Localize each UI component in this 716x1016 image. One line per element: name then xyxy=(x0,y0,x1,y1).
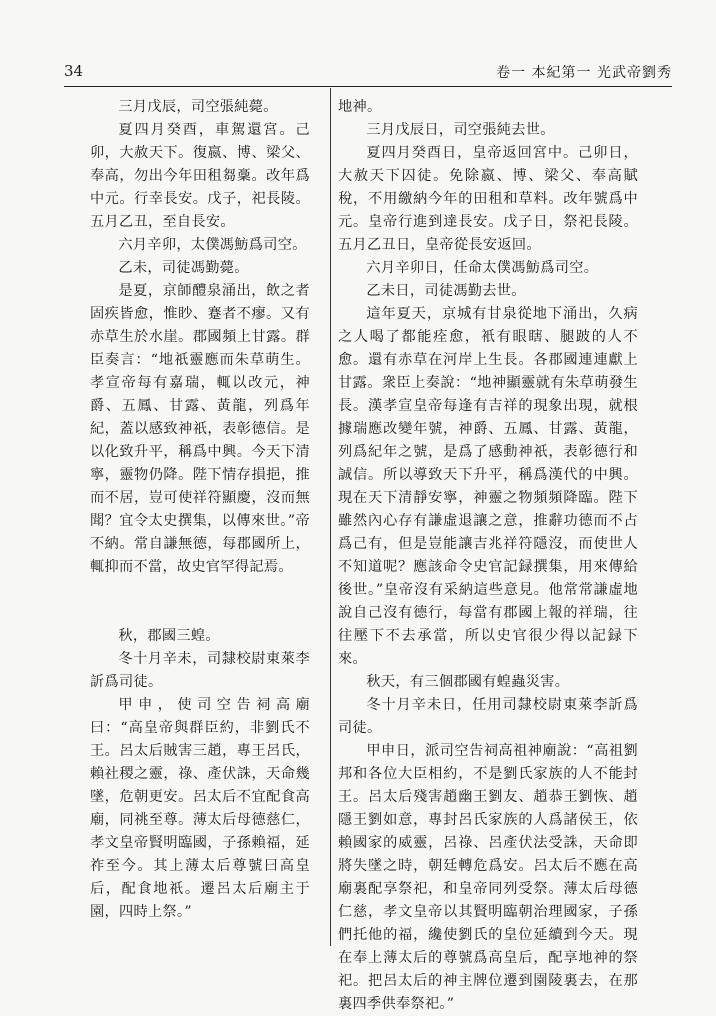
paragraph: 夏四月癸酉日，皇帝返回宮中。己卯日，大赦天下囚徒。免除嬴、博、梁父、奉高賦稅，不用繳納今年的田租和草料。改年號爲中元。皇帝行進到達長安。戊子日，祭祀長陵。五月乙丑日，皇帝從長安返回。 xyxy=(338,145,638,253)
paragraph: 地神。 xyxy=(338,99,382,115)
paragraph: 乙未日，司徒馮勤去世。 xyxy=(366,283,526,299)
paragraph: 六月辛卯，太僕馮魴爲司空。 xyxy=(118,237,307,253)
running-head: 卷一 本紀第一 光武帝劉秀 xyxy=(496,65,672,81)
translation-column xyxy=(338,96,638,1016)
paragraph: 冬十月辛未日，任用司隸校尉東萊李訢爲司徒。 xyxy=(338,697,638,736)
paragraph: 這年夏天，京城有甘泉從地下涌出，久病之人喝了都能痊愈，衹有眼瞎、腿跛的人不愈。還有赤草在河岸上生長。各郡國連連獻上甘露。衆臣上奏說：“地神顯靈就有朱草萌發生長。漢孝宣皇帝每逢有吉祥的現象出現，就根據瑞應改變年號，神爵、五鳳、甘露、黃龍，列爲紀年之號，是爲了感動神祇，表彰德行和誠信。所以導致天下升平，稱爲漢代的中興。現在天下清靜安寧，神靈之物頻頻降臨。陛下雖然內心存有謙虛退讓之意，推辭功德而不占爲己有，但是豈能讓吉兆祥符隱沒，而使世人不知道呢？應該命令史官記録撰集，用來傳給後世。”皇帝沒有采納這些意見。他常常謙虛地說自己沒有德行，每當有郡國上報的祥瑞，往往壓下不去承當，所以史官很少得以記録下來。 xyxy=(338,306,638,667)
paragraph: 秋天，有三個郡國有蝗蟲災害。 xyxy=(366,674,570,690)
paragraph: 甲申日，派司空告祠高祖神廟說：“高祖劉邦和各位大臣相約，不是劉氏家族的人不能封王。呂太后殘害趙幽王劉友、趙恭王劉恢、趙隱王劉如意，專封呂氏家族的人爲諸侯王，依賴國家的威靈，呂祿、呂產伏法受誅，天命即將失墜之時，朝廷轉危爲安。呂太后不應在高廟裏配享祭祀，和皇帝同列受祭。薄太后母德仁慈，孝文皇帝以其賢明臨朝治理國家，子孫們托他的福，纔使劉氏的皇位延續到今天。現在奉上薄太后的尊號爲高皇后，配享地神的祭祀。把呂太后的神主牌位遷到園陵裏去，在那裏四季供奉祭祀。” xyxy=(338,743,638,1012)
paragraph: 秋，郡國三蝗。 xyxy=(118,628,220,644)
paragraph: 六月辛卯日，任命太僕馮魴爲司空。 xyxy=(366,260,599,276)
paragraph: 乙未，司徒馮勤薨。 xyxy=(118,260,249,276)
paragraph: 三月戊辰，司空張純薨。 xyxy=(118,99,278,115)
paragraph: 冬十月辛未，司隸校尉東萊李訢爲司徒。 xyxy=(90,651,310,690)
header-rule xyxy=(64,86,672,87)
paragraph: 是夏，京師醴泉涌出，飲之者固疾皆愈，惟眇、蹇者不瘳。又有赤草生於水崖。郡國頻上甘露。群臣奏言：“地祇靈應而朱草萌生。孝宣帝每有嘉瑞，輒以改元，神爵、五鳳、甘露、黃龍，列爲年紀，蓋以感致神祇，表彰德信。是以化致升平，稱爲中興。今天下清寧，靈物仍降。陛下情存損挹，推而不居，豈可使祥符顯慶，沒而無聞？宜令太史撰集，以傳來世。”帝不納。常自謙無德，每郡國所上，輒抑而不當，故史官罕得記焉。 xyxy=(90,283,310,575)
paragraph: 夏四月癸酉，車駕還宮。己卯，大赦天下。復嬴、博、梁父、奉高，勿出今年田租芻稾。改年爲中元。行幸長安。戊子，祀長陵。五月乙丑，至自長安。 xyxy=(90,122,310,230)
page-header xyxy=(64,58,672,86)
classical-text-column xyxy=(90,96,310,924)
paragraph: 甲申，使司空告祠高廟曰：“高皇帝與群臣約，非劉氏不王。呂太后賊害三趙，專王呂氏，賴社稷之靈，祿、產伏誅，天命幾墜，危朝更安。呂太后不宜配食高廟，同祧至尊。薄太后母德慈仁，孝文皇帝賢明臨國，子孫賴福，延祚至今。其上薄太后尊號曰高皇后，配食地祇。遷呂太后廟主于園，四時上祭。” xyxy=(90,697,310,920)
page-number: 34 xyxy=(64,62,84,80)
column-divider xyxy=(330,88,331,946)
paragraph: 三月戊辰日，司空張純去世。 xyxy=(366,122,555,138)
